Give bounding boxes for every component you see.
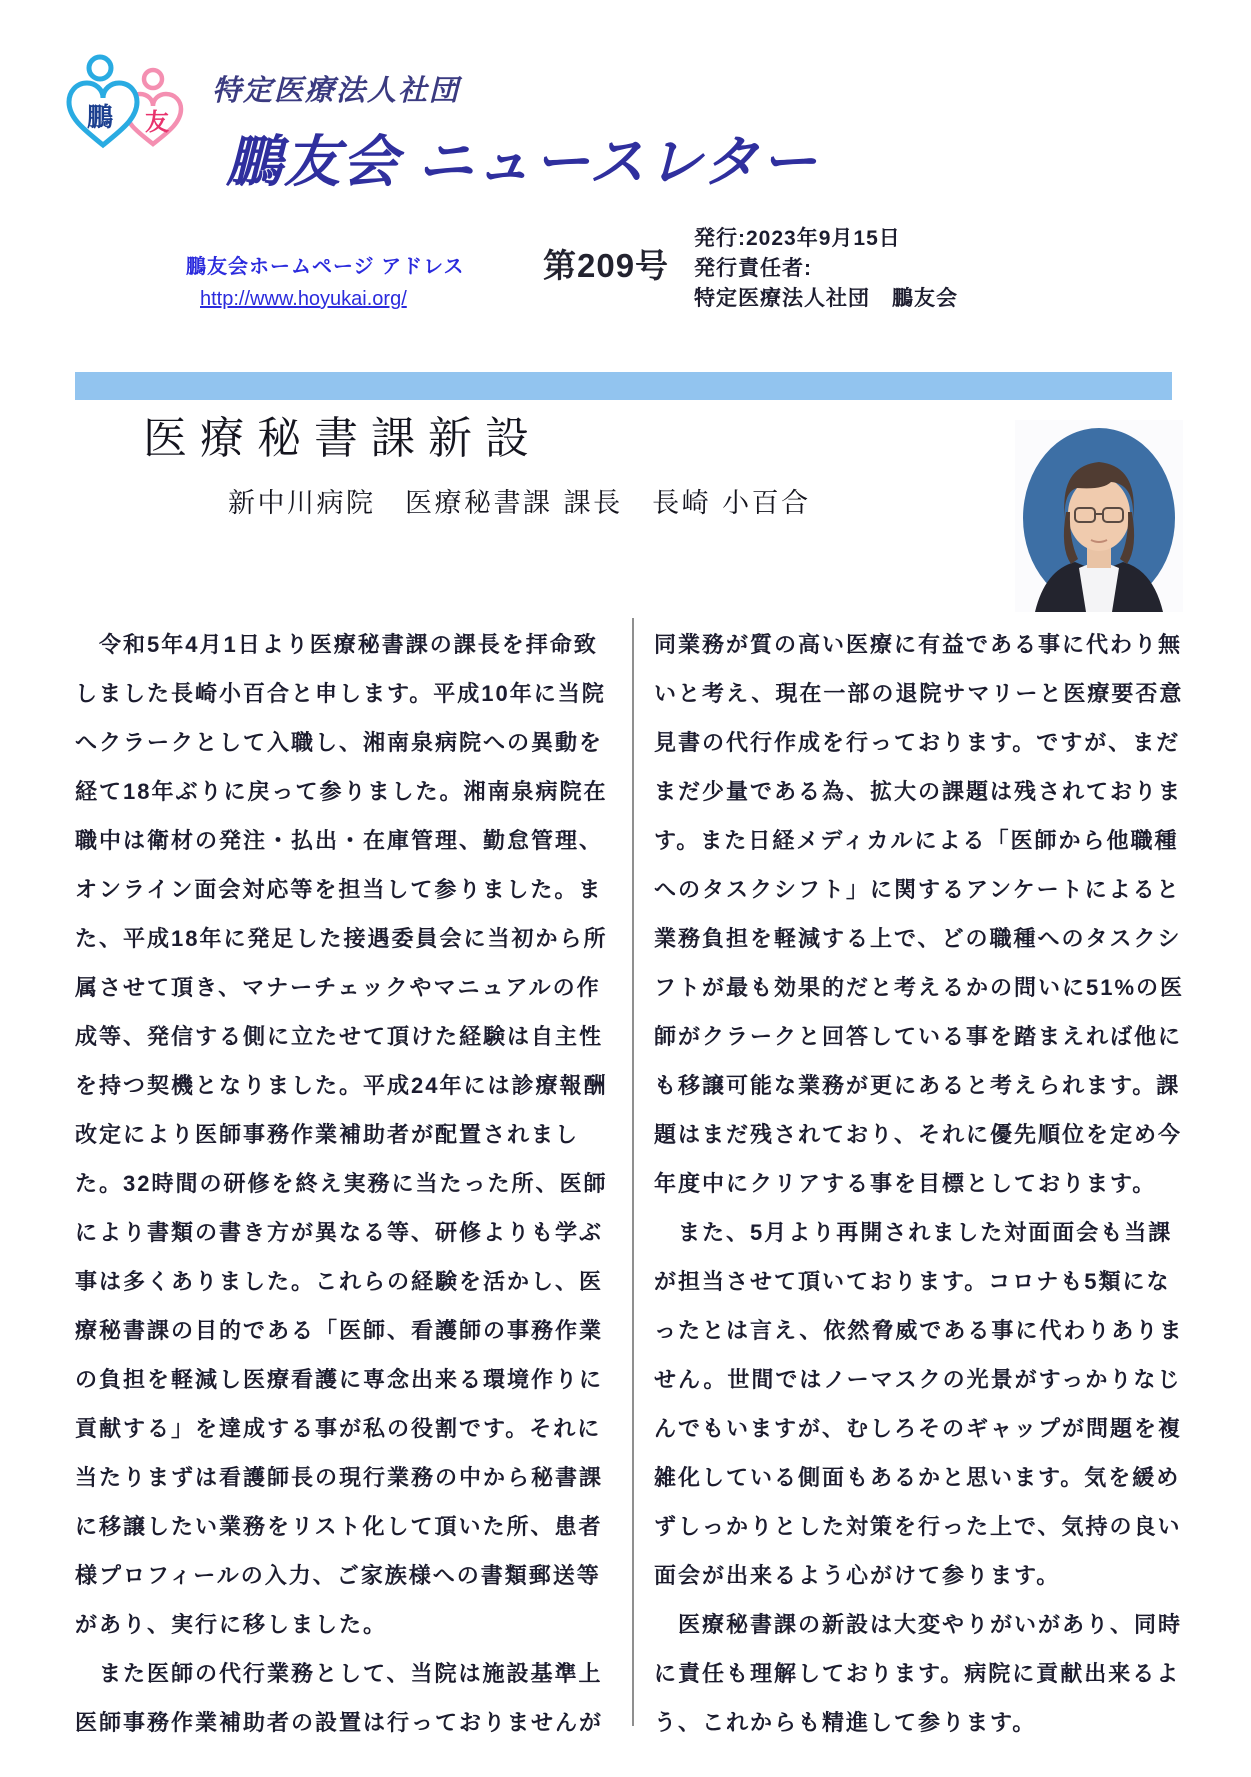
organization-type: 特定医療法人社団 bbox=[212, 75, 461, 107]
column-divider bbox=[632, 618, 634, 1726]
author-portrait-photo bbox=[1015, 420, 1183, 612]
body-text-line: す。また日経メディカルによる「医師から他職種 bbox=[654, 828, 1179, 853]
body-text-line: を持つ契機となりました。平成24年には診療報酬 bbox=[75, 1073, 608, 1098]
body-text-line: 面会が出来るよう心がけて参ります。 bbox=[654, 1563, 1061, 1588]
body-column-right bbox=[654, 620, 1186, 1747]
publisher-name: 特定医療法人社団 鵬友会 bbox=[694, 287, 958, 310]
body-text-line: 年度中にクリアする事を目標としております。 bbox=[654, 1171, 1157, 1196]
body-text-line: ったとは言え、依然脅威である事に代わりありま bbox=[654, 1318, 1184, 1343]
body-text-line: があり、実行に移しました。 bbox=[75, 1612, 388, 1637]
body-text-line: また、5月より再開されました対面面会も当課 bbox=[654, 1220, 1173, 1245]
body-text-line: 師がクラークと回答している事を踏まえれば他に bbox=[654, 1024, 1183, 1049]
logo-char-left: 鵬 bbox=[86, 102, 114, 132]
body-text-line: 当たりまずは看護師長の現行業務の中から秘書課 bbox=[75, 1465, 604, 1490]
body-text-line: た。32時間の研修を終え実務に当たった所、医師 bbox=[75, 1171, 608, 1196]
body-text-line: 様プロフィールの入力、ご家族様への書類郵送等 bbox=[75, 1563, 601, 1588]
body-text-line: 令和5年4月1日より医療秘書課の課長を拝命致 bbox=[75, 632, 598, 657]
body-text-line: 療秘書課の目的である「医師、看護師の事務作業 bbox=[75, 1318, 604, 1343]
body-text-line: に責任も理解しております。病院に貢献出来るよ bbox=[654, 1661, 1181, 1686]
publication-info bbox=[694, 224, 958, 314]
homepage-link[interactable]: http://www.hoyukai.org/ bbox=[200, 288, 407, 310]
body-text-line: しました長崎小百合と申します。平成10年に当院 bbox=[75, 681, 606, 706]
body-text-line: せん。世間ではノーマスクの光景がすっかりなじ bbox=[654, 1367, 1182, 1392]
body-text-line: 医療秘書課の新設は大変やりがいがあり、同時 bbox=[654, 1612, 1183, 1637]
hoyukai-logo-icon bbox=[58, 52, 193, 180]
body-text-line: いと考え、現在一部の退院サマリーと医療要否意 bbox=[654, 681, 1184, 706]
body-text-line: 医師事務作業補助者の設置は行っておりませんが bbox=[75, 1710, 604, 1735]
newsletter-title: 鵬友会 ニュースレター bbox=[226, 130, 819, 193]
body-text-line: た、平成18年に発足した接遇委員会に当初から所 bbox=[75, 926, 608, 951]
body-text-line: オンライン面会対応等を担当して参りました。ま bbox=[75, 877, 603, 902]
article-byline: 新中川病院 医療秘書課 課長 長崎 小百合 bbox=[228, 488, 811, 519]
body-text-line: また医師の代行業務として、当院は施設基準上 bbox=[75, 1661, 603, 1686]
body-text-line: も移譲可能な業務が更にあると考えられます。課 bbox=[654, 1073, 1181, 1098]
body-text-line: 経て18年ぶりに戻って参りました。湘南泉病院在 bbox=[75, 779, 608, 804]
body-text-line: 見書の代行作成を行っております。ですが、まだ bbox=[654, 730, 1181, 755]
publish-date: 発行:2023年9月15日 bbox=[694, 227, 901, 250]
body-text-line: フトが最も効果的だと考えるかの問いに51%の医 bbox=[654, 975, 1185, 1000]
body-text-line: 題はまだ残されており、それに優先順位を定め今 bbox=[654, 1122, 1183, 1147]
body-text-line: へのタスクシフト」に関するアンケートによると bbox=[654, 877, 1181, 902]
body-text-line: 同業務が質の高い医療に有益である事に代わり無 bbox=[654, 632, 1183, 657]
body-text-line: 成等、発信する側に立たせて頂けた経験は自主性 bbox=[75, 1024, 604, 1049]
body-column-left bbox=[75, 620, 607, 1747]
body-text-line: 事は多くありました。これらの経験を活かし、医 bbox=[75, 1269, 604, 1294]
logo-char-right: 友 bbox=[145, 109, 169, 136]
homepage-label: 鵬友会ホームページ アドレス bbox=[186, 256, 465, 278]
body-text-line: 職中は衛材の発注・払出・在庫管理、勤怠管理、 bbox=[75, 828, 604, 853]
header-accent-bar bbox=[75, 372, 1172, 400]
body-text-line: 貢献する」を達成する事が私の役割です。それに bbox=[75, 1416, 602, 1441]
body-text-line: 属させて頂き、マナーチェックやマニュアルの作 bbox=[75, 975, 601, 1000]
body-text-line: う、これからも精進して参ります。 bbox=[654, 1710, 1037, 1735]
issue-number: 第209号 bbox=[543, 247, 670, 284]
publisher-label: 発行責任者: bbox=[694, 257, 812, 280]
body-text-line: により書類の書き方が異なる等、研修よりも学ぶ bbox=[75, 1220, 604, 1245]
body-text-line: が担当させて頂いております。コロナも5類にな bbox=[654, 1269, 1171, 1294]
body-text-line: 雑化している側面もあるかと思います。気を緩め bbox=[654, 1465, 1181, 1490]
article-headline: 医療秘書課新設 bbox=[143, 413, 542, 464]
body-text-line: の負担を軽減し医療看護に専念出来る環境作りに bbox=[75, 1367, 604, 1392]
body-text-line: に移譲したい業務をリスト化して頂いた所、患者 bbox=[75, 1514, 603, 1539]
body-text-line: ずしっかりとした対策を行った上で、気持の良い bbox=[654, 1514, 1182, 1539]
body-text-line: へクラークとして入職し、湘南泉病院への異動を bbox=[75, 730, 604, 755]
body-text-line: 改定により医師事務作業補助者が配置されまし bbox=[75, 1122, 580, 1147]
body-text-line: 業務負担を軽減する上で、どの職種へのタスクシ bbox=[654, 926, 1182, 951]
body-text-line: まだ少量である為、拡大の課題は残されておりま bbox=[654, 779, 1183, 804]
body-text-line: んでもいますが、むしろそのギャップが問題を複 bbox=[654, 1416, 1183, 1441]
